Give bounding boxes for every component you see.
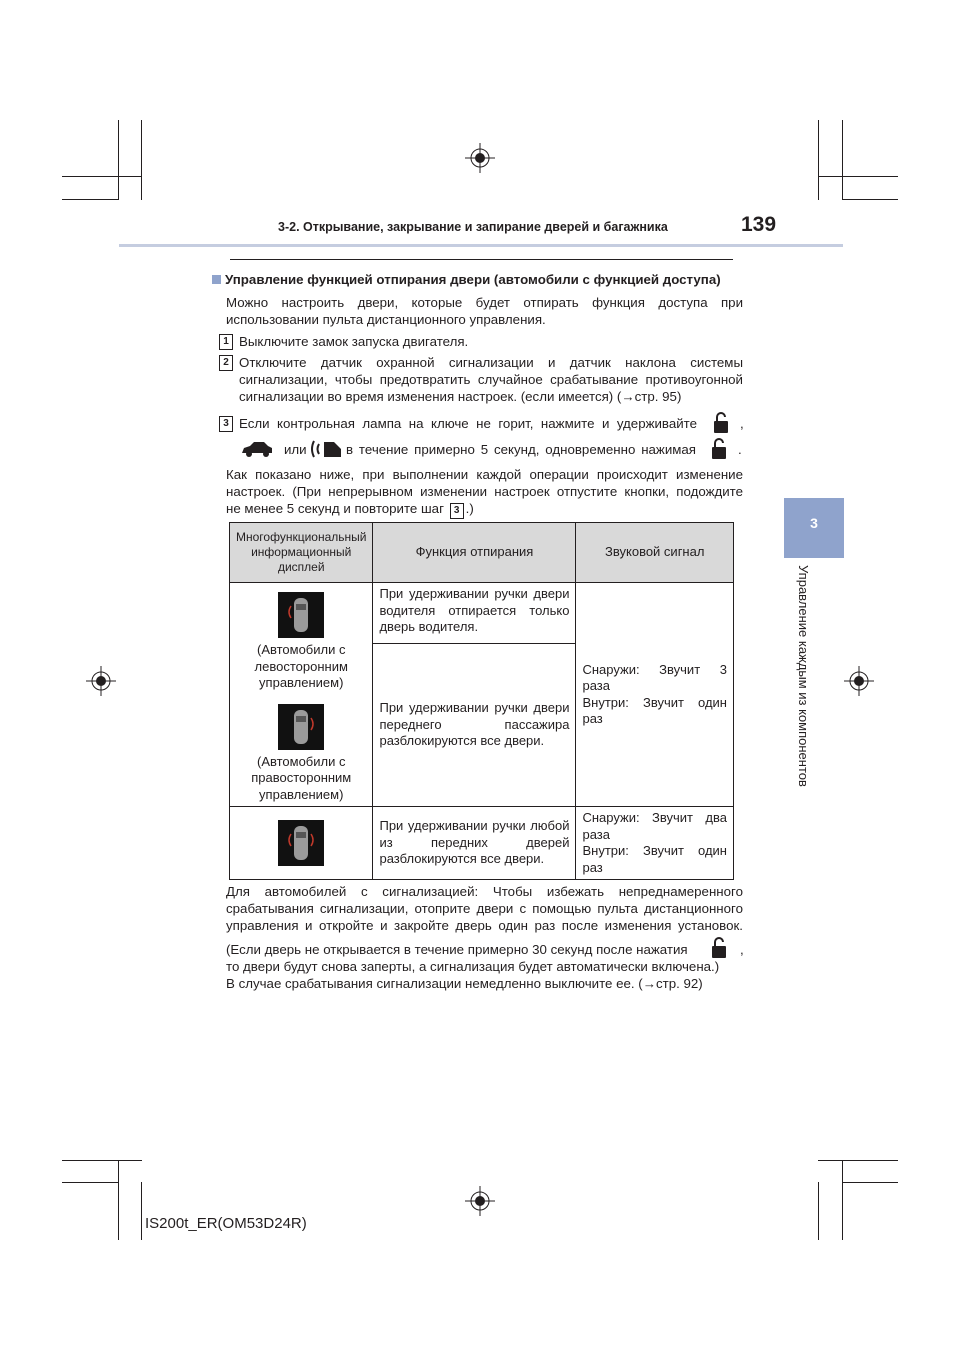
step-text: , [740,416,744,431]
note-line: то двери будут снова заперты, а сигнализация будет автоматически включена.) [226,959,720,974]
step-number: 3 [450,503,464,519]
note-line: управления и откройте и закройте дверь один раз после изменения установок. [226,918,743,933]
step-text: в течение примерно 5 секунд, одновременно нажимая [346,442,696,457]
step-number: 2 [219,355,233,371]
crop-mark [818,120,819,200]
registration-mark-icon [465,1186,495,1216]
page-number: 139 [741,213,777,236]
crop-mark [62,199,118,200]
step-number: 1 [219,334,233,350]
step-text: сигнализации во время изменения настроек. (если имеется) (→стр. 95) [239,389,682,404]
step-number: 3 [219,416,233,432]
lock-icon [712,410,730,434]
crop-mark [62,1160,142,1161]
car-door-lhd-icon [278,592,324,638]
table-header: Звуковой сигнал [576,523,734,583]
function-cell: При удерживании ручки двери водителя отпирается только дверь водителя. [373,583,576,644]
crop-mark [842,199,898,200]
car-front-doors-icon [278,820,324,866]
intro-line: использовании пульта дистанционного управления. [226,312,546,327]
registration-mark-icon [844,666,874,696]
function-cell: При удерживании ручки любой из передних дверей разблокируются все двери. [373,807,576,880]
crop-mark [141,1182,142,1240]
note-line: , [740,942,744,957]
step-text: или [284,442,307,457]
crop-mark [118,1160,119,1240]
registration-mark-icon [86,666,116,696]
step-text: . [738,442,742,457]
display-cell [230,583,373,807]
sound-cell: Снаружи: Звучит 3 раза Внутри: Звучит один раз [576,583,734,807]
crop-mark [818,176,898,177]
section-heading: Управление функцией отпирания двери (автомобили с функцией доступа) [212,271,721,288]
car-door-rhd-icon [278,704,324,750]
registration-mark-icon [465,143,495,173]
trunk-wave-icon [310,438,342,460]
crop-mark [842,120,843,200]
crop-mark [818,1182,819,1240]
model-code: IS200t_ER(OM53D24R) [145,1215,307,1232]
chapter-tab: 3 [784,498,844,558]
step-text: Если контрольная лампа на ключе не горит, нажмите и удерживайте [239,416,697,431]
note-line: (Если дверь не открывается в течение примерно 30 секунд после нажатия [226,942,688,957]
display-cell [230,807,373,880]
body-line: не менее 5 секунд и повторите шаг 3 .) [226,500,474,519]
crop-mark [62,176,142,177]
table-header: Функция отпирания [373,523,576,583]
rhd-caption: (Автомобили с правосторонним управлением) [251,753,352,802]
table-header: Многофункциональный информационный дисплей [230,523,373,583]
crop-mark [842,1182,898,1183]
settings-table [229,522,734,880]
lock-icon [710,436,728,460]
crop-mark [62,1182,118,1183]
car-icon [240,440,274,458]
note-line: Для автомобилей с сигнализацией: Чтобы избежать непреднамеренного [226,884,743,899]
header-rule [119,244,843,247]
lock-icon [710,935,728,959]
body-line: настроек. (При непрерывном изменении настроек отпустите кнопки, подождите [226,484,743,499]
content-rule [230,259,733,260]
step-text: сигнализации, чтобы предотвратить случайное срабатывание противоугонной [239,372,743,387]
crop-mark [818,1160,898,1161]
bullet-square-icon [212,275,221,284]
note-line: срабатывания сигнализации, отоприте двери с помощью пульта дистанционного [226,901,743,916]
sound-cell: Снаружи: Звучит два раза Внутри: Звучит один раз [576,807,734,880]
intro-line: Можно настроить двери, которые будет отпирать функция доступа при [226,295,743,310]
step-text: Отключите датчик охранной сигнализации и датчик наклона системы [239,355,743,370]
crop-mark [141,120,142,200]
lhd-caption: (Автомобили с левосторонним управлением) [254,642,348,690]
crop-mark [842,1160,843,1240]
function-cell: При удерживании ручки двери переднего пассажира разблокируются все двери. [373,644,576,807]
body-line: Как показано ниже, при выполнении каждой операции происходит изменение [226,467,743,482]
section-title: 3-2. Открывание, закрывание и запирание дверей и багажника [278,220,668,234]
step-text: Выключите замок запуска двигателя. [239,334,469,349]
note-line: В случае срабатывания сигнализации немедленно выключите ее. (→стр. 92) [226,976,703,991]
chapter-tab-label: Управление каждым из компонентов [796,565,811,787]
crop-mark [118,120,119,200]
